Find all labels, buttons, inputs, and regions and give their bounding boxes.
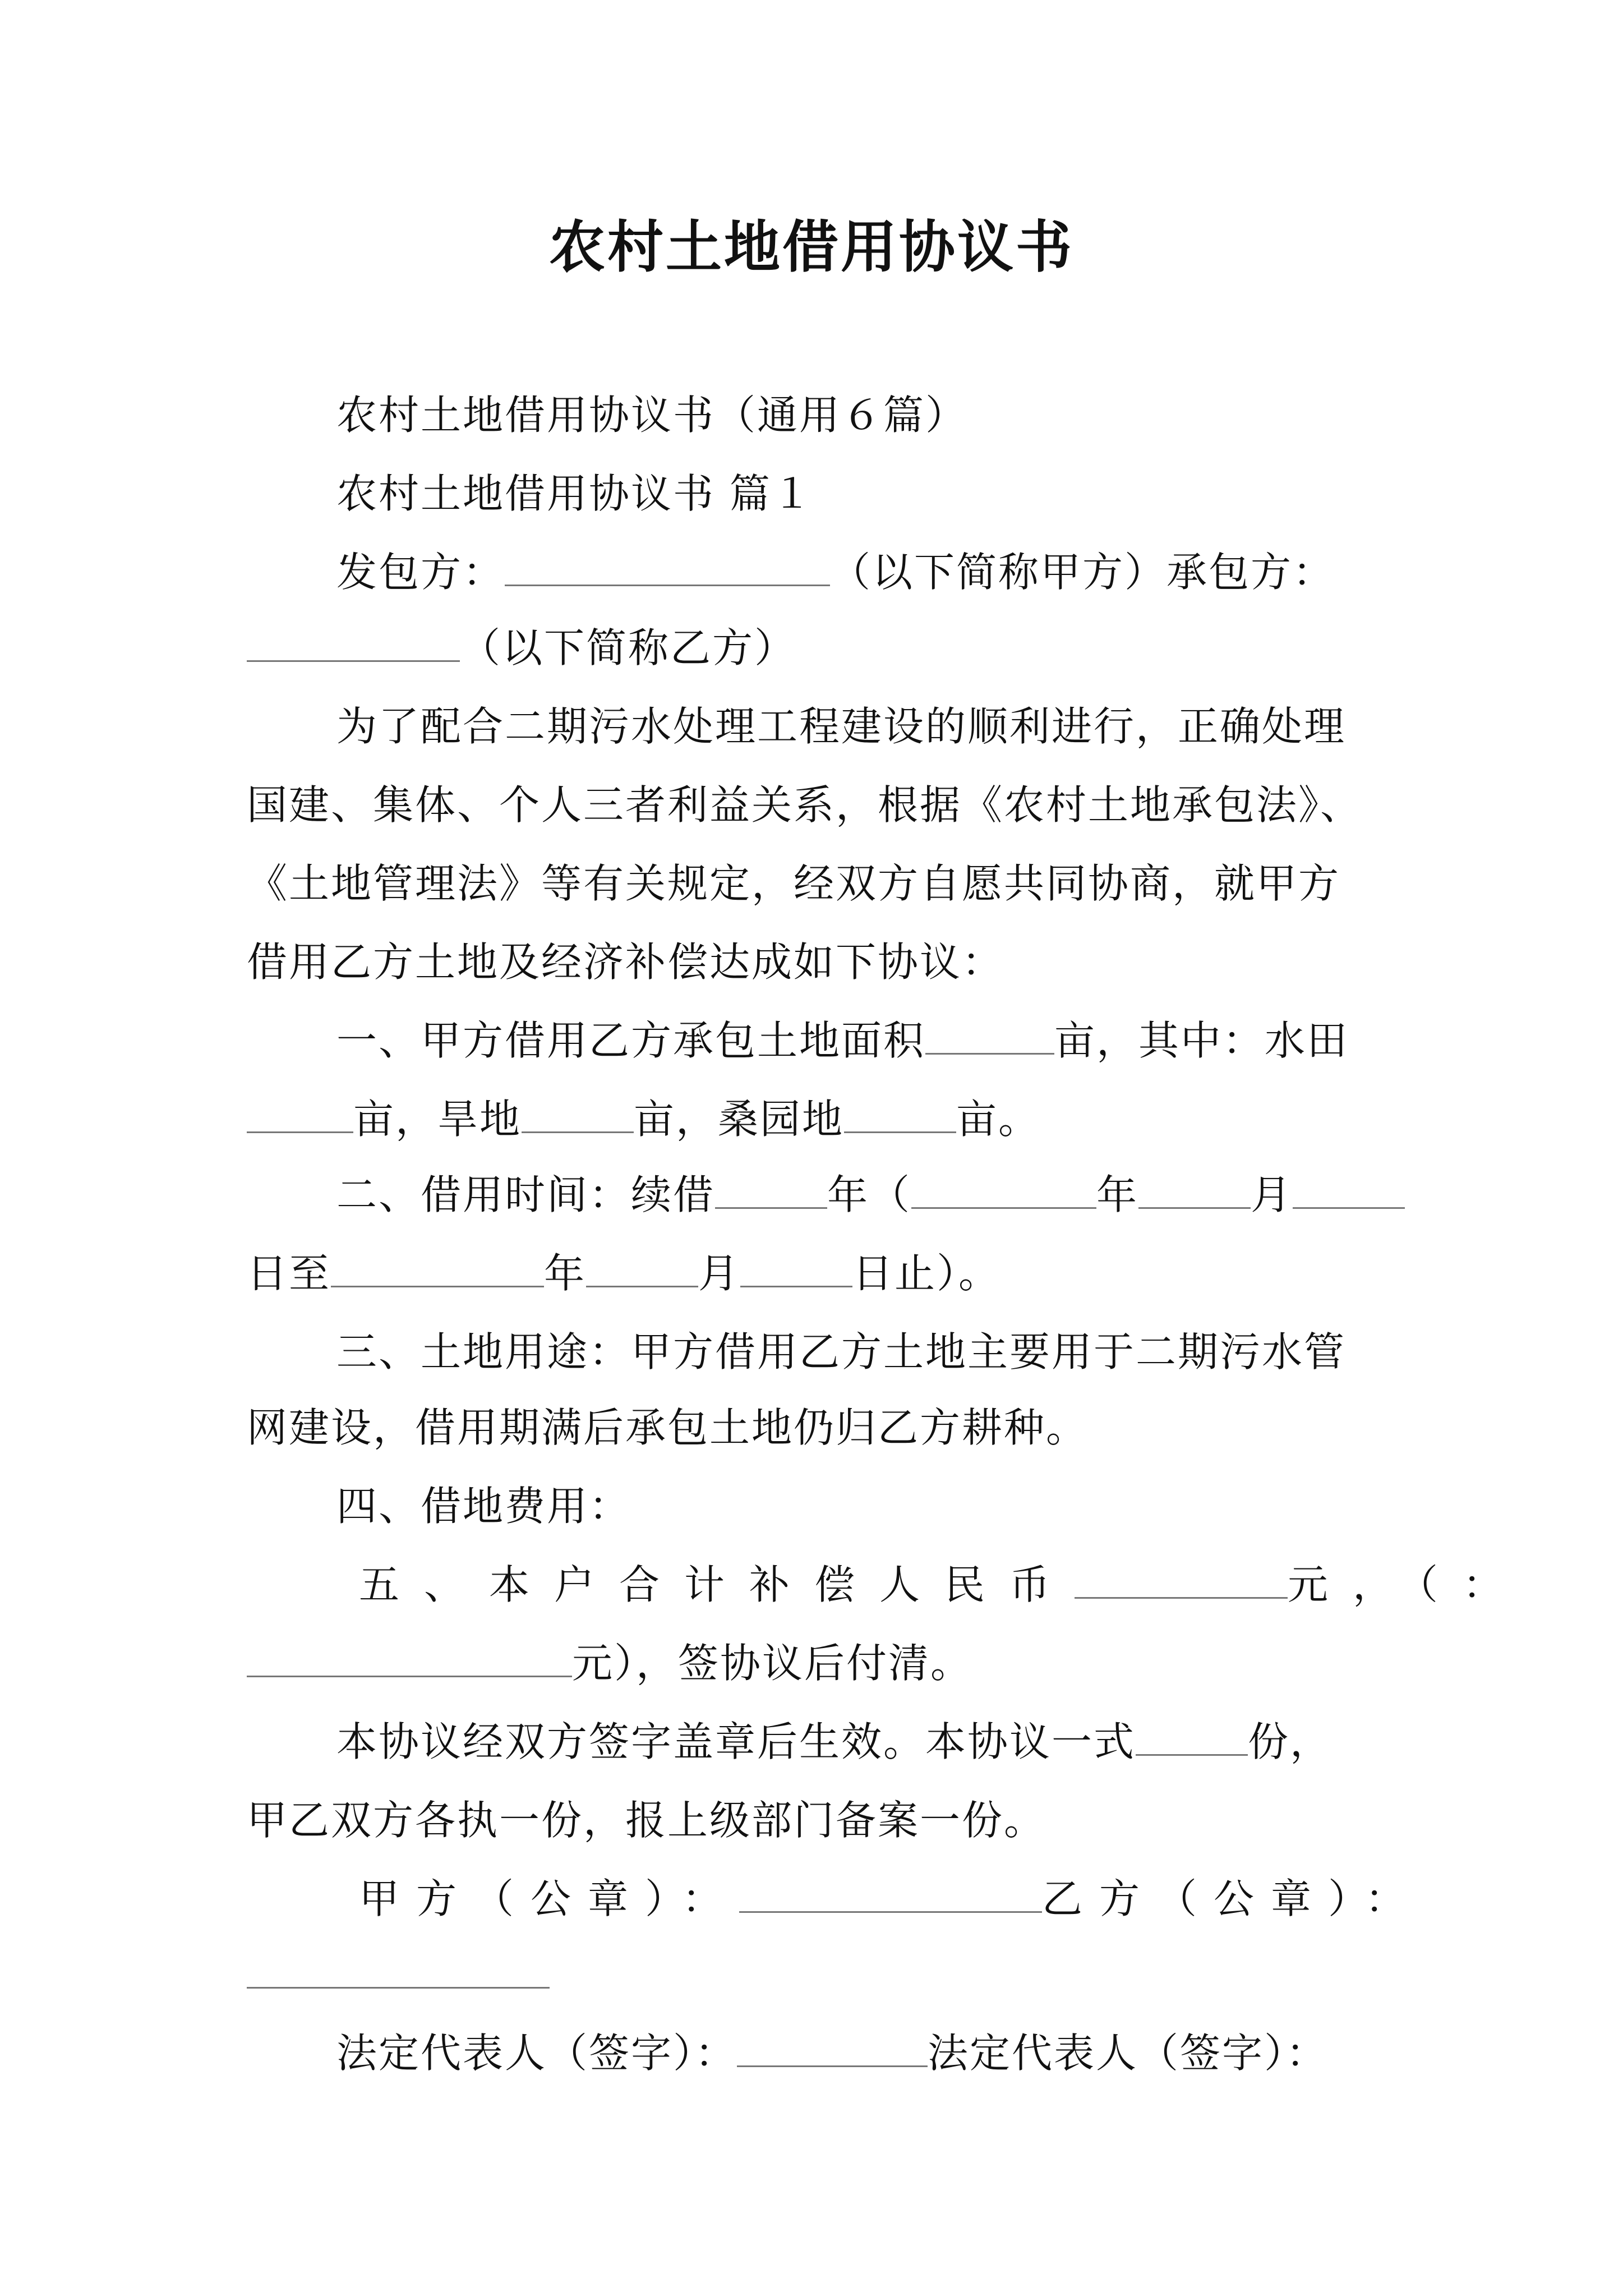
line-text: 法定代表人（签字）： <box>928 2030 1329 2077</box>
fill-in-blank <box>737 2025 928 2067</box>
line-clause1-2 <box>247 1091 1040 1147</box>
line-text: 亩。 <box>956 1096 1041 1143</box>
line-preamble-3 <box>247 855 1340 912</box>
line-clause5-1 <box>359 1557 1528 1613</box>
line-clause1-1 <box>336 1013 1349 1069</box>
fill-in-blank <box>586 1245 698 1287</box>
fill-in-blank <box>505 544 830 586</box>
fill-in-blank <box>1138 1167 1251 1209</box>
fill-in-blank <box>1293 1167 1405 1209</box>
line-text: 月 <box>698 1250 741 1297</box>
line-parties-2 <box>247 620 796 676</box>
line-clause3-2 <box>247 1400 1088 1456</box>
fill-in-blank <box>715 1167 827 1209</box>
line-chapter <box>336 466 814 522</box>
fill-in-blank <box>739 1871 1042 1913</box>
line-text: 日止）。 <box>852 1250 1001 1297</box>
line-text: 二、借用时间：续借 <box>336 1171 716 1218</box>
line-text: 年 <box>544 1250 587 1297</box>
line-seal-1 <box>359 1871 1422 1927</box>
line-text: 农村土地借用协议书 篇１ <box>336 470 814 517</box>
line-text: 发包方： <box>336 549 505 596</box>
fill-in-blank <box>1075 1557 1288 1599</box>
fill-in-blank <box>247 1947 550 1989</box>
line-text: 农村土地借用协议书（通用６篇） <box>336 392 968 439</box>
line-text: 本协议经双方签字盖章后生效。本协议一式 <box>336 1718 1136 1765</box>
line-text: （以下简称甲方）承包方： <box>830 549 1335 596</box>
line-clause2-2 <box>247 1245 1000 1301</box>
line-subtitle <box>336 387 967 443</box>
line-text: 《土地管理法》等有关规定，经双方自愿共同协商，就甲方 <box>247 860 1341 907</box>
line-preamble-1 <box>336 698 1346 754</box>
line-effect-1 <box>336 1714 1332 1770</box>
line-text: 元），签协议后付清。 <box>572 1640 973 1687</box>
fill-in-blank <box>844 1091 956 1133</box>
line-text: 元，（： <box>1288 1561 1528 1608</box>
line-text: 年 <box>1096 1171 1139 1218</box>
line-preamble-4 <box>247 934 1004 990</box>
line-text: 为了配合二期污水处理工程建设的顺利进行，正确处理 <box>336 703 1347 750</box>
line-effect-2 <box>247 1792 1046 1848</box>
line-clause2-1 <box>336 1167 1405 1223</box>
line-text: 国建、集体、个人三者利益关系，根据《农村土地承包法》、 <box>247 781 1363 829</box>
line-parties-1 <box>336 544 1335 600</box>
line-text: 亩，其中：水田 <box>1054 1017 1349 1064</box>
line-text: 乙方（公章）： <box>1042 1875 1423 1922</box>
document-title: 农村土地借用协议书 <box>549 214 1074 280</box>
line-text: 亩，旱地 <box>353 1096 522 1143</box>
line-text: 四、借地费用： <box>336 1483 631 1530</box>
fill-in-blank <box>1136 1714 1248 1756</box>
line-text: 月 <box>1251 1171 1293 1218</box>
line-preamble-2 <box>247 777 1362 833</box>
line-text: 甲方（公章）： <box>359 1875 740 1922</box>
line-rep <box>336 2025 1328 2081</box>
line-text: 三、土地用途：甲方借用乙方土地主要用于二期污水管 <box>336 1328 1347 1375</box>
line-text: 年（ <box>827 1171 912 1218</box>
line-text: 份， <box>1248 1718 1332 1765</box>
fill-in-blank <box>247 1635 572 1677</box>
fill-in-blank <box>247 1091 353 1133</box>
line-text: 五、本户合计补偿人民币 <box>359 1561 1075 1608</box>
line-text: （以下简称乙方） <box>460 624 797 671</box>
fill-in-blank <box>740 1245 852 1287</box>
line-text: 日至 <box>247 1250 331 1297</box>
line-seal-2 <box>247 1947 550 2003</box>
line-clause4 <box>336 1478 631 1534</box>
line-text: 一、甲方借用乙方承包土地面积 <box>336 1017 926 1064</box>
fill-in-blank <box>247 620 460 662</box>
fill-in-blank <box>925 1013 1054 1055</box>
fill-in-blank <box>522 1091 634 1133</box>
line-text: 甲乙双方各执一份，报上级部门备案一份。 <box>247 1797 1046 1844</box>
line-clause3-1 <box>336 1324 1346 1380</box>
fill-in-blank <box>331 1245 544 1287</box>
line-text: 网建设，借用期满后承包土地仍归乙方耕种。 <box>247 1404 1089 1451</box>
line-text: 借用乙方土地及经济补偿达成如下协议： <box>247 938 1004 986</box>
line-text: 法定代表人（签字）： <box>336 2030 737 2077</box>
line-text: 亩，桑园地 <box>634 1096 845 1143</box>
line-clause5-2 <box>247 1635 972 1691</box>
fill-in-blank <box>911 1167 1096 1209</box>
